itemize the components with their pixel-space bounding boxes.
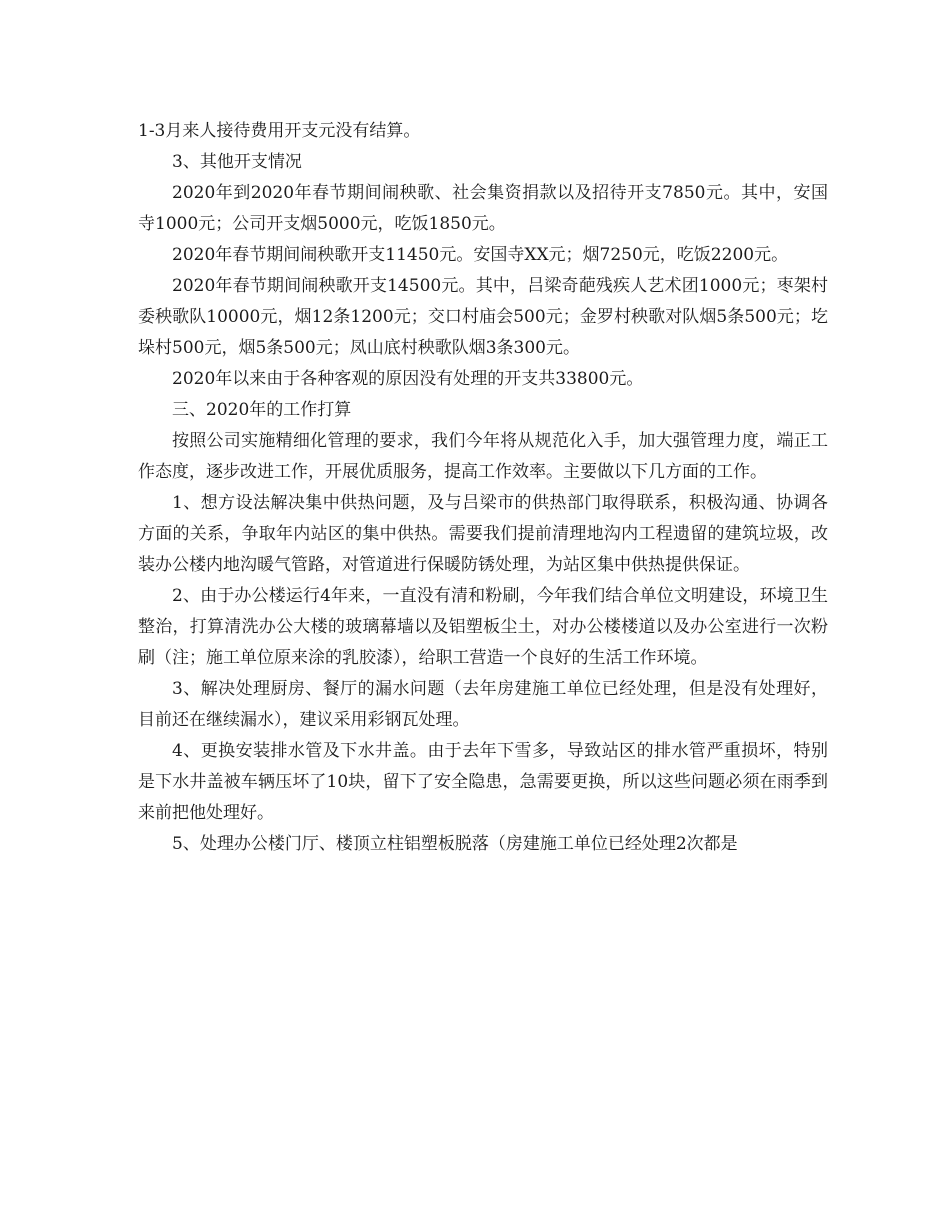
- paragraph-5: 2020年春节期间闹秧歌开支14500元。其中，吕梁奇葩残疾人艺术团1000元；枣架村委秧歌队10000元，烟12条1200元；交口村庙会500元；金罗村秧歌对队烟5条500元；圪垛村500元，烟5条500元；凤山底村秧歌队烟3条300元。: [138, 276, 828, 358]
- document-body: [138, 116, 828, 860]
- paragraph-1: 1-3月来人接待费用开支元没有结算。: [138, 121, 421, 141]
- paragraph-8: 按照公司实施精细化管理的要求，我们今年将从规范化入手，加大强管理力度，端正工作态度，逐步改进工作，开展优质服务，提高工作效率。主要做以下几方面的工作。: [138, 431, 828, 482]
- section-heading: 三、2020年的工作打算: [172, 400, 352, 420]
- paragraph-11: 3、解决处理厨房、餐厅的漏水问题（去年房建施工单位已经处理，但是没有处理好，目前还在继续漏水），建议采用彩钢瓦处理。: [138, 679, 828, 730]
- paragraph-4: 2020年春节期间闹秧歌开支11450元。安国寺XX元；烟7250元，吃饭2200元。: [172, 245, 789, 265]
- paragraph-13: 5、处理办公楼门厅、楼顶立柱铝塑板脱落（房建施工单位已经处理2次都是: [172, 834, 738, 854]
- paragraph-9: 1、想方设法解决集中供热问题，及与吕梁市的供热部门取得联系，积极沟通、协调各方面的关系，争取年内站区的集中供热。需要我们提前清理地沟内工程遗留的建筑垃圾，改装办公楼内地沟暖气管路，对管道进行保暖防锈处理，为站区集中供热提供保证。: [138, 493, 828, 575]
- paragraph-2: 3、其他开支情况: [172, 152, 302, 172]
- paragraph-10: 2、由于办公楼运行4年来，一直没有清和粉刷，今年我们结合单位文明建设，环境卫生整治，打算清洗办公大楼的玻璃幕墙以及铝塑板尘土，对办公楼楼道以及办公室进行一次粉刷（注；施工单位原来涂的乳胶漆），给职工营造一个良好的生活工作环境。: [138, 586, 828, 668]
- paragraph-3: 2020年到2020年春节期间闹秧歌、社会集资捐款以及招待开支7850元。其中，安国寺1000元；公司开支烟5000元，吃饭1850元。: [138, 183, 828, 234]
- paragraph-6: 2020年以来由于各种客观的原因没有处理的开支共33800元。: [172, 369, 644, 389]
- paragraph-12: 4、更换安装排水管及下水井盖。由于去年下雪多，导致站区的排水管严重损坏，特别是下水井盖被车辆压坏了10块，留下了安全隐患，急需要更换，所以这些问题必须在雨季到来前把他处理好。: [138, 741, 828, 823]
